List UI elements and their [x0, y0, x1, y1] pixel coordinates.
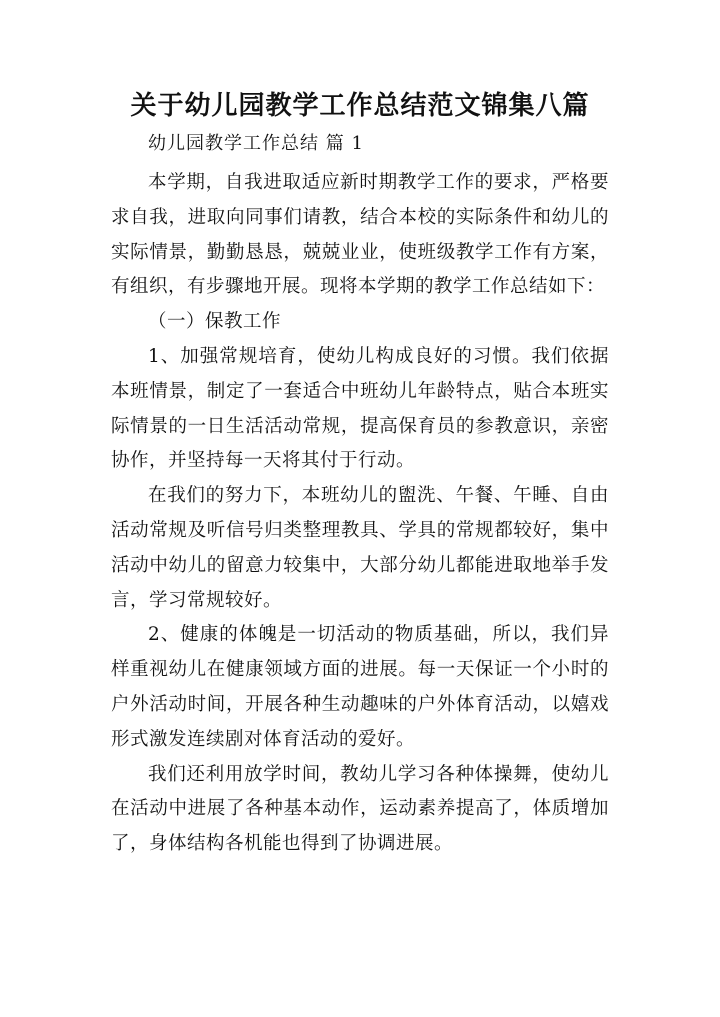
paragraph-health: 2、健康的体魄是一切活动的物质基础，所以，我们异样重视幼儿在健康领域方面的进展。每一天保证一个小时的户外活动时间，开展各种生动趣味的户外体育活动，以嬉戏形式激发连续剧对体育活动的爱好。 [111, 624, 609, 750]
paragraph-exercise: 我们还利用放学时间，教幼儿学习各种体操舞，使幼儿在活动中进展了各种基本动作，运动素养提高了，体质增加了，身体结构各机能也得到了协调进展。 [111, 763, 609, 855]
section-heading: （一）保教工作 [148, 311, 282, 333]
document-title: 关于幼儿园教学工作总结范文锦集八篇 [130, 91, 590, 121]
paragraph-effort: 在我们的努力下，本班幼儿的盥洗、午餐、午睡、自由活动常规及听信号归类整理教具、学具的常规都较好，集中活动中幼儿的留意力较集中，大部分幼儿都能进取地举手发言，学习常规较好。 [111, 485, 609, 611]
document-body [111, 166, 609, 862]
section-subtitle: 幼儿园教学工作总结 篇 1 [148, 133, 364, 154]
paragraph-intro: 本学期，自我进取适应新时期教学工作的要求，严格要求自我，进取向同事们请教，结合本校的实际条件和幼儿的实际情景，勤勤恳恳，兢兢业业，使班级教学工作有方案，有组织，有步骤地开展。现将本学期的教学工作总结如下： [111, 172, 609, 298]
paragraph-routine: 1、加强常规培育，使幼儿构成良好的习惯。我们依据本班情景，制定了一套适合中班幼儿年龄特点，贴合本班实际情景的一日生活活动常规，提高保育员的参教意识，亲密协作，并坚持每一天将其付于行动。 [111, 345, 609, 472]
